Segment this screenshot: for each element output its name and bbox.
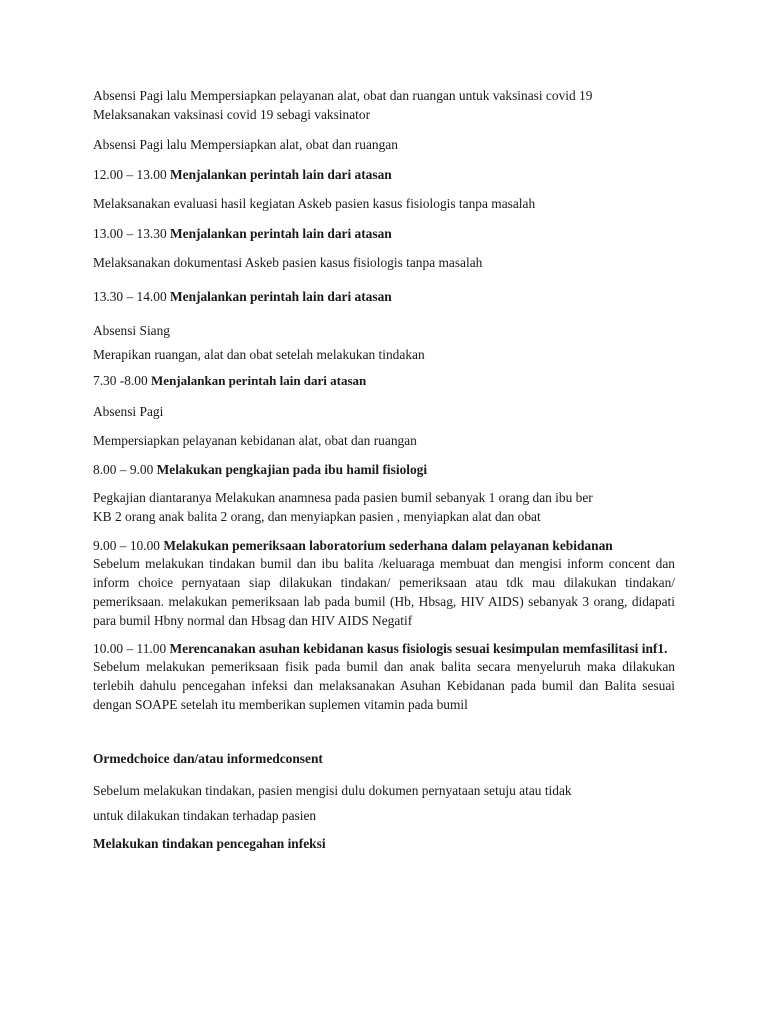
text-line: Sebelum melakukan tindakan, pasien mengisi dulu dokumen pernyataan setuju atau tidak <box>93 783 572 798</box>
section-heading <box>93 287 675 306</box>
text-line: Pegkajian diantaranya Melakukan anamnesa pada pasien bumil sebanyak 1 orang dan ibu ber <box>93 490 593 505</box>
time-range: 12.00 – 13.00 <box>93 167 170 182</box>
time-range: 8.00 – 9.00 <box>93 462 157 477</box>
paragraph: Mempersiapkan pelayanan kebidanan alat, obat dan ruangan <box>93 433 417 448</box>
time-range: 13.30 – 14.00 <box>93 289 170 304</box>
heading-title: Menjalankan perintah lain dari atasan <box>151 373 367 388</box>
text-line: KB 2 orang anak balita 2 orang, dan menyiapkan pasien , menyiapkan alat dan obat <box>93 509 541 524</box>
paragraph: Absensi Pagi lalu Mempersiapkan alat, obat dan ruangan <box>93 137 398 152</box>
section-heading <box>93 371 675 390</box>
heading-title: Menjalankan perintah lain dari atasan <box>170 289 392 304</box>
section-heading <box>93 640 675 657</box>
paragraph: Absensi Pagi <box>93 404 164 419</box>
paragraph: Absensi Siang <box>93 323 170 338</box>
section-heading <box>93 165 675 184</box>
heading-title: Melakukan pengkajian pada ibu hamil fisiologi <box>156 462 428 477</box>
heading-title: Merencanakan asuhan kebidanan kasus fisiologis sesuai kesimpulan memfasilitasi inf1. <box>169 641 668 656</box>
paragraph: Sebelum melakukan tindakan bumil dan ibu balita /keluaraga membuat dan mengisi inform concent dan inform choice pernyataan siap dilakukan tindakan/ pemeriksaan atau tdk mau dilakukan tindakan/ pemeriksaan. melakukan pemeriksaan lab pada bumil (Hb, Hbsag, HIV AIDS) sebanyak 3 orang, didapati para bumil Hbny normal dan Hbsag dan HIV AIDS Negatif <box>93 556 675 628</box>
time-range: 10.00 – 11.00 <box>93 641 170 656</box>
text-line: Melaksanakan vaksinasi covid 19 sebagi vaksinator <box>93 107 371 122</box>
paragraph: Melaksanakan dokumentasi Askeb pasien kasus fisiologis tanpa masalah <box>93 255 483 270</box>
paragraph: Melaksanakan evaluasi hasil kegiatan Askeb pasien kasus fisiologis tanpa masalah <box>93 196 536 211</box>
time-range: 9.00 – 10.00 <box>93 538 164 553</box>
paragraph <box>93 86 675 124</box>
section-heading <box>93 537 675 554</box>
heading-title: Melakukan pemeriksaan laboratorium sederhana dalam pelayanan kebidanan <box>163 538 613 553</box>
heading-title: Menjalankan perintah lain dari atasan <box>170 226 392 241</box>
paragraph <box>93 778 675 828</box>
section-heading <box>93 224 675 243</box>
time-range: 7.30 -8.00 <box>93 373 152 388</box>
section-heading: Ormedchoice dan/atau informedconsent <box>93 751 323 766</box>
document-page <box>93 86 675 853</box>
text-line: Absensi Pagi lalu Mempersiapkan pelayanan alat, obat dan ruangan untuk vaksinasi covid 19 <box>93 88 593 103</box>
paragraph: Sebelum melakukan pemeriksaan fisik pada bumil dan anak balita secara menyeluruh maka dilakukan terlebih dahulu pencegahan infeksi dan melaksanakan Asuhan Kebidanan pada bumil dan Balita sesuai dengan SOAPE setelah itu memberikan suplemen vitamin pada bumil <box>93 659 675 712</box>
section-heading: Melakukan tindakan pencegahan infeksi <box>93 836 326 851</box>
paragraph <box>93 488 675 526</box>
time-range: 13.00 – 13.30 <box>93 226 170 241</box>
text-line: untuk dilakukan tindakan terhadap pasien <box>93 808 317 823</box>
heading-title: Menjalankan perintah lain dari atasan <box>170 167 392 182</box>
section-heading <box>93 460 675 479</box>
paragraph: Merapikan ruangan, alat dan obat setelah melakukan tindakan <box>93 347 425 362</box>
